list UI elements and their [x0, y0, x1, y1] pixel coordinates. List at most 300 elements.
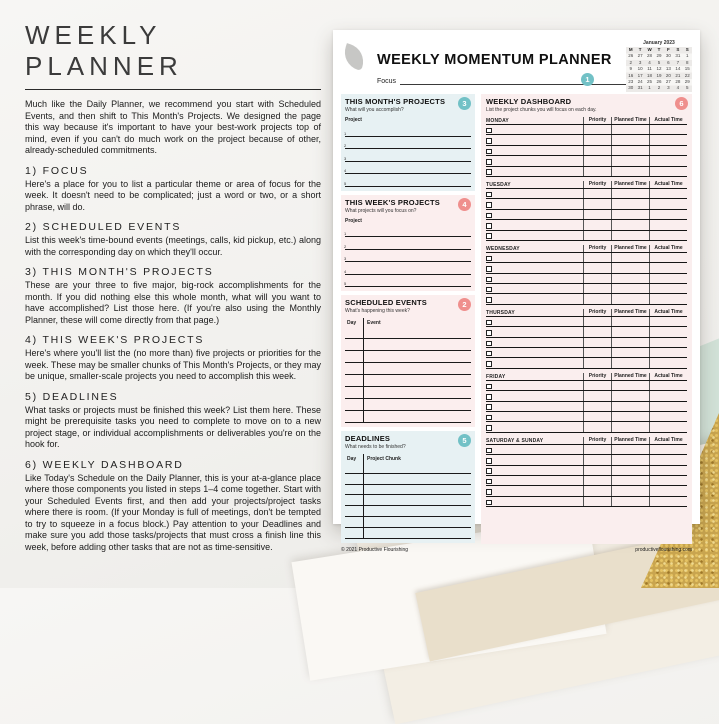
- day-name: WEDNESDAY: [486, 245, 520, 252]
- instructions-column: [25, 20, 321, 553]
- task-write-line: [492, 486, 584, 495]
- task-cell: [611, 466, 649, 475]
- task-cell: [583, 476, 611, 485]
- task-cell: [583, 327, 611, 336]
- section-heading: 6) WEEKLY DASHBOARD: [25, 458, 184, 471]
- calendar-date: 29: [656, 53, 662, 59]
- dashboard-day-tuesday: [486, 179, 687, 241]
- section-subtitle: List the project chunks you will focus on each day.: [486, 107, 597, 113]
- section-title: THIS MONTH'S PROJECTS: [345, 97, 446, 106]
- task-cell: [583, 348, 611, 357]
- task-cell: [583, 317, 611, 326]
- calendar-date: 24: [637, 79, 643, 85]
- task-cell: [583, 274, 611, 283]
- task-cell: [611, 146, 649, 155]
- dashboard-task-row: [486, 486, 687, 496]
- dashboard-task-row: [486, 231, 687, 241]
- task-cell: [611, 167, 649, 176]
- calendar-date: 28: [675, 79, 681, 85]
- calendar-date: 27: [665, 79, 671, 85]
- task-cell: [583, 402, 611, 411]
- task-write-line: [492, 445, 584, 454]
- project-row-number: 1: [344, 130, 347, 136]
- section-body: These are your three to five major, big-rock accomplishments for the month. If you did nothing else this whole month, what will you want to have accomplished? List those here. (If you're also using the Monthly Planner, these will come directly from that page.): [25, 280, 321, 325]
- task-cell: [649, 146, 687, 155]
- task-cell: [611, 497, 649, 506]
- day-header-row: [486, 435, 687, 445]
- task-cell: [649, 284, 687, 293]
- calendar-date: 4: [648, 59, 651, 65]
- project-row-number: 2: [344, 143, 347, 148]
- calendar-date: 30: [628, 85, 634, 91]
- focus-label: Focus: [377, 78, 397, 85]
- task-cell: [649, 263, 687, 272]
- project-row: [345, 124, 471, 137]
- column-header: Actual Time: [649, 181, 687, 188]
- dashboard-task-row: [486, 327, 687, 337]
- task-write-line: [492, 455, 584, 464]
- column-header: Actual Time: [649, 117, 687, 124]
- task-write-line: [492, 412, 584, 421]
- website-url: productiveflourishing.com: [635, 546, 692, 553]
- task-write-line: [492, 135, 584, 144]
- calendar-date: 31: [637, 85, 643, 91]
- project-row: [345, 262, 471, 275]
- project-row: [345, 237, 471, 250]
- column-divider: [363, 454, 364, 539]
- calendar-date: 20: [665, 72, 671, 78]
- task-cell: [611, 220, 649, 229]
- project-row: [345, 137, 471, 150]
- task-write-line: [492, 348, 584, 357]
- task-cell: [649, 294, 687, 303]
- dashboard-task-row: [486, 156, 687, 166]
- step-badge-month-projects: 3: [458, 97, 471, 110]
- column-header: Planned Time: [611, 437, 649, 444]
- column-header: Priority: [583, 437, 611, 444]
- task-cell: [583, 135, 611, 144]
- day-name: THURSDAY: [486, 309, 515, 316]
- dashboard-day-wednesday: [486, 243, 687, 305]
- calendar-day-header: T: [657, 47, 661, 52]
- mini-calendar: [626, 40, 692, 92]
- planner-left-column: [341, 94, 475, 553]
- section-week-projects: [341, 195, 475, 292]
- task-cell: [649, 381, 687, 390]
- column-header: Planned Time: [611, 309, 649, 316]
- calendar-date: 5: [686, 85, 689, 91]
- task-cell: [611, 476, 649, 485]
- task-cell: [611, 156, 649, 165]
- task-cell: [611, 358, 649, 367]
- task-cell: [649, 125, 687, 134]
- section-subtitle: What projects will you focus on?: [345, 207, 417, 214]
- calendar-date: 31: [675, 53, 681, 59]
- task-cell: [649, 167, 687, 176]
- dashboard-task-row: [486, 125, 687, 135]
- section-heading: 3) THIS MONTH'S PROJECTS: [25, 266, 214, 279]
- task-write-line: [492, 497, 584, 506]
- task-cell: [649, 338, 687, 347]
- calendar-date: 6: [667, 59, 670, 65]
- task-write-line: [492, 220, 584, 229]
- task-cell: [583, 412, 611, 421]
- task-write-line: [492, 146, 584, 155]
- task-cell: [611, 338, 649, 347]
- day-header-row: [486, 179, 687, 189]
- section-title: SCHEDULED EVENTS: [345, 298, 427, 307]
- day-name: MONDAY: [486, 118, 509, 124]
- day-header-row: [486, 307, 687, 317]
- instruction-sections: [25, 165, 321, 554]
- task-write-line: [492, 327, 584, 336]
- project-row-number: 4: [344, 268, 347, 274]
- dashboard-day-blocks: [486, 115, 687, 507]
- title-rule: [25, 89, 321, 90]
- task-cell: [649, 210, 687, 219]
- section-subtitle: What will you accomplish?: [345, 107, 404, 113]
- task-cell: [611, 125, 649, 134]
- task-write-line: [492, 422, 584, 431]
- section-title: THIS WEEK'S PROJECTS: [345, 197, 440, 207]
- dashboard-task-row: [486, 497, 687, 507]
- task-cell: [611, 486, 649, 495]
- task-write-line: [492, 199, 584, 208]
- project-column-label: Project: [345, 217, 362, 224]
- project-row: [345, 275, 471, 288]
- task-cell: [583, 391, 611, 400]
- project-row: [345, 149, 471, 162]
- calendar-date: 30: [665, 53, 671, 59]
- calendar-date: 12: [656, 66, 662, 72]
- project-row-number: 4: [344, 168, 347, 173]
- calendar-day-header: W: [647, 47, 652, 52]
- dashboard-task-row: [486, 146, 687, 156]
- column-header: Priority: [583, 181, 611, 188]
- calendar-date: 8: [686, 59, 689, 65]
- section-body: Like Today's Schedule on the Daily Planner, this is your at-a-glance place where those components you listed in steps 1–4 come together. Start with your Scheduled Events first, and then add your projects/project tasks where there is room. (If your Monday is full of meetings, don't be tempted to try to squeeze in a focus block.) Pay attention to your Deadlines and make sure you add those tasks/projects that must cross a finish line this week, before adding other tasks that are not as time-sensitive.: [25, 472, 321, 552]
- intro-paragraph: Much like the Daily Planner, we recommend you start with Scheduled Events, and then shift to This Month's Projects. We designed the page this way because it's important to have your best-work projects top of mind, even if you can't do much work on the project because of other, already-scheduled commitments.: [25, 99, 321, 156]
- section-body: List this week's time-bound events (meetings, calls, kid pickup, etc.) along with the corresponding day on which they'll occur.: [25, 235, 321, 257]
- dashboard-task-row: [486, 348, 687, 358]
- dashboard-task-row: [486, 199, 687, 209]
- task-cell: [583, 422, 611, 431]
- task-cell: [649, 348, 687, 357]
- dashboard-task-row: [486, 455, 687, 465]
- section-title: DEADLINES: [345, 434, 391, 443]
- task-write-line: [492, 231, 584, 240]
- task-cell: [649, 231, 687, 240]
- task-write-line: [492, 466, 584, 475]
- calendar-date: 29: [684, 79, 690, 85]
- dashboard-task-row: [486, 402, 687, 412]
- calendar-date: 15: [684, 66, 690, 72]
- calendar-date: 1: [648, 85, 651, 91]
- calendar-date: 17: [637, 72, 643, 78]
- mini-calendar-title: January 2023: [643, 40, 675, 46]
- project-column-label: Project: [345, 117, 362, 123]
- dashboard-task-row: [486, 358, 687, 368]
- task-cell: [611, 327, 649, 336]
- dashboard-task-row: [486, 284, 687, 294]
- task-cell: [611, 199, 649, 208]
- task-cell: [611, 391, 649, 400]
- task-cell: [583, 263, 611, 272]
- task-cell: [649, 199, 687, 208]
- task-cell: [611, 263, 649, 272]
- task-cell: [649, 497, 687, 506]
- calendar-day-header: S: [685, 47, 689, 52]
- task-write-line: [492, 381, 584, 390]
- step-badge-focus: 1: [581, 73, 594, 86]
- task-write-line: [492, 391, 584, 400]
- task-write-line: [492, 358, 584, 367]
- dashboard-task-row: [486, 476, 687, 486]
- dashboard-task-row: [486, 445, 687, 455]
- column-header-day: Day: [347, 320, 357, 326]
- task-cell: [611, 253, 649, 262]
- task-write-line: [492, 156, 584, 165]
- month-project-rows: [345, 124, 471, 187]
- day-header-row: [486, 243, 687, 253]
- calendar-date: 3: [667, 85, 670, 91]
- week-project-rows: [345, 225, 471, 288]
- task-cell: [649, 156, 687, 165]
- calendar-date: 16: [628, 72, 634, 78]
- task-cell: [649, 253, 687, 262]
- dashboard-day-thursday: [486, 307, 687, 369]
- task-write-line: [492, 476, 584, 485]
- task-write-line: [492, 210, 584, 219]
- task-cell: [583, 486, 611, 495]
- task-cell: [583, 253, 611, 262]
- dashboard-task-row: [486, 135, 687, 145]
- project-row-number: 3: [344, 155, 347, 161]
- task-cell: [583, 455, 611, 464]
- section-month-projects: [341, 94, 475, 191]
- dashboard-task-row: [486, 412, 687, 422]
- step-badge-dashboard: 6: [675, 97, 688, 110]
- calendar-date: 7: [676, 59, 680, 65]
- dashboard-task-row: [486, 220, 687, 230]
- section-subtitle: What needs to be finished?: [345, 444, 406, 450]
- dashboard-task-row: [486, 274, 687, 284]
- column-header: Planned Time: [611, 181, 649, 188]
- day-name: SATURDAY & SUNDAY: [486, 437, 544, 444]
- dashboard-task-row: [486, 391, 687, 401]
- column-header: Actual Time: [649, 309, 687, 316]
- project-row: [345, 225, 471, 238]
- day-header-row: [486, 371, 687, 381]
- task-write-line: [492, 274, 584, 283]
- calendar-date: 3: [638, 59, 642, 65]
- planner-right-column: [481, 94, 692, 553]
- task-cell: [611, 210, 649, 219]
- project-row: [345, 162, 471, 175]
- project-row-number: 3: [344, 256, 347, 261]
- calendar-date: 19: [656, 72, 662, 78]
- column-header-day: Day: [347, 456, 357, 462]
- column-header: Planned Time: [611, 245, 649, 252]
- task-write-line: [492, 189, 584, 198]
- project-row-number: 5: [344, 281, 347, 286]
- task-write-line: [492, 167, 584, 176]
- section-title: WEEKLY DASHBOARD: [486, 97, 572, 106]
- section-heading: 1) FOCUS: [25, 164, 89, 177]
- section-deadlines: [341, 431, 475, 543]
- task-cell: [611, 381, 649, 390]
- task-cell: [583, 497, 611, 506]
- column-divider: [363, 318, 364, 423]
- day-name: FRIDAY: [486, 373, 506, 380]
- column-header: Planned Time: [611, 373, 649, 380]
- calendar-day-header: T: [638, 47, 642, 52]
- column-header: Priority: [583, 117, 611, 124]
- task-cell: [611, 422, 649, 431]
- calendar-day-header: M: [628, 47, 633, 52]
- task-cell: [611, 317, 649, 326]
- task-cell: [649, 327, 687, 336]
- task-cell: [611, 402, 649, 411]
- step-badge-week-projects: 4: [458, 198, 471, 211]
- project-row-number: 1: [344, 231, 347, 236]
- day-header-row: [486, 115, 687, 125]
- section-heading: 2) SCHEDULED EVENTS: [25, 221, 182, 234]
- dashboard-task-row: [486, 422, 687, 432]
- task-cell: [649, 220, 687, 229]
- calendar-date: 18: [647, 72, 653, 78]
- column-header: Priority: [583, 309, 611, 316]
- task-cell: [583, 231, 611, 240]
- task-cell: [649, 358, 687, 367]
- section-heading: 5) DEADLINES: [25, 390, 119, 403]
- task-cell: [583, 156, 611, 165]
- dashboard-task-row: [486, 253, 687, 263]
- page-title: WEEKLY PLANNER: [25, 20, 183, 81]
- calendar-date: 9: [629, 66, 632, 72]
- column-header: Priority: [583, 245, 611, 252]
- task-cell: [649, 476, 687, 485]
- project-row-number: 5: [344, 180, 347, 186]
- copyright-text: © 2021 Productive Flourishing: [341, 546, 409, 553]
- dashboard-task-row: [486, 381, 687, 391]
- calendar-date: 5: [657, 59, 661, 65]
- task-cell: [583, 146, 611, 155]
- task-write-line: [492, 294, 584, 303]
- task-cell: [611, 294, 649, 303]
- task-cell: [611, 412, 649, 421]
- calendar-date: 2: [657, 85, 661, 91]
- task-cell: [583, 189, 611, 198]
- dashboard-task-row: [486, 210, 687, 220]
- project-row-number: 2: [344, 243, 347, 249]
- calendar-date: 26: [656, 79, 662, 85]
- dashboard-day-friday: [486, 371, 687, 433]
- leaf-icon: [340, 43, 368, 71]
- dashboard-task-row: [486, 263, 687, 273]
- calendar-date: 25: [647, 79, 653, 85]
- task-write-line: [492, 125, 584, 134]
- column-header: Priority: [583, 373, 611, 380]
- calendar-date: 21: [675, 72, 681, 78]
- dashboard-day-monday: [486, 115, 687, 177]
- task-cell: [611, 445, 649, 454]
- task-cell: [583, 338, 611, 347]
- task-cell: [583, 210, 611, 219]
- task-cell: [649, 402, 687, 411]
- task-cell: [649, 412, 687, 421]
- task-cell: [583, 294, 611, 303]
- project-row: [345, 250, 471, 263]
- section-subtitle: What's happening this week?: [345, 308, 410, 314]
- task-cell: [583, 445, 611, 454]
- task-write-line: [492, 402, 584, 411]
- section-body: Here's where you'll list the (no more than) five projects or priorities for the week. These may be smaller chunks of This Month's Projects, or they may be unique, smaller-scale projects you need to accomplish this week.: [25, 348, 321, 382]
- scheduled-events-table: [345, 318, 471, 423]
- planner-header: [341, 38, 692, 92]
- calendar-date: 27: [637, 53, 643, 59]
- task-cell: [649, 317, 687, 326]
- calendar-date: 23: [628, 79, 634, 85]
- task-cell: [583, 284, 611, 293]
- task-cell: [611, 189, 649, 198]
- task-cell: [611, 348, 649, 357]
- task-cell: [583, 199, 611, 208]
- section-weekly-dashboard: [481, 94, 692, 544]
- task-cell: [611, 274, 649, 283]
- task-cell: [649, 445, 687, 454]
- step-badge-scheduled-events: 2: [458, 298, 471, 311]
- calendar-date: 2: [629, 59, 632, 65]
- dashboard-task-row: [486, 189, 687, 199]
- step-badge-deadlines: 5: [458, 434, 471, 447]
- mini-calendar-grid: [626, 47, 692, 92]
- dashboard-task-row: [486, 466, 687, 476]
- task-cell: [649, 455, 687, 464]
- task-write-line: [492, 284, 584, 293]
- dashboard-task-row: [486, 294, 687, 304]
- calendar-date: 4: [676, 85, 680, 91]
- dashboard-day-saturday-sunday: [486, 435, 687, 507]
- task-cell: [583, 220, 611, 229]
- section-heading: 4) THIS WEEK'S PROJECTS: [25, 334, 205, 347]
- column-header: Planned Time: [611, 117, 649, 124]
- task-cell: [583, 358, 611, 367]
- calendar-date: 28: [647, 53, 653, 59]
- task-cell: [649, 486, 687, 495]
- task-cell: [649, 422, 687, 431]
- dashboard-task-row: [486, 167, 687, 177]
- task-cell: [583, 167, 611, 176]
- task-cell: [583, 466, 611, 475]
- planner-title: WEEKLY MOMENTUM PLANNER: [377, 52, 612, 68]
- task-write-line: [492, 253, 584, 262]
- task-write-line: [492, 263, 584, 272]
- task-write-line: [492, 317, 584, 326]
- section-body: Here's a place for you to list a particular theme or area of focus for the week. It doesn't need to be complicated; just a word or two, or a short phrase, will do.: [25, 178, 321, 212]
- deadlines-table: [345, 454, 471, 539]
- task-cell: [649, 274, 687, 283]
- calendar-date: 26: [628, 53, 634, 59]
- calendar-date: 14: [675, 66, 681, 72]
- calendar-date: 10: [637, 66, 643, 72]
- calendar-date: 22: [684, 72, 690, 78]
- calendar-date: 11: [647, 66, 652, 72]
- column-header: Actual Time: [649, 373, 687, 380]
- task-cell: [649, 135, 687, 144]
- task-cell: [649, 189, 687, 198]
- task-cell: [611, 135, 649, 144]
